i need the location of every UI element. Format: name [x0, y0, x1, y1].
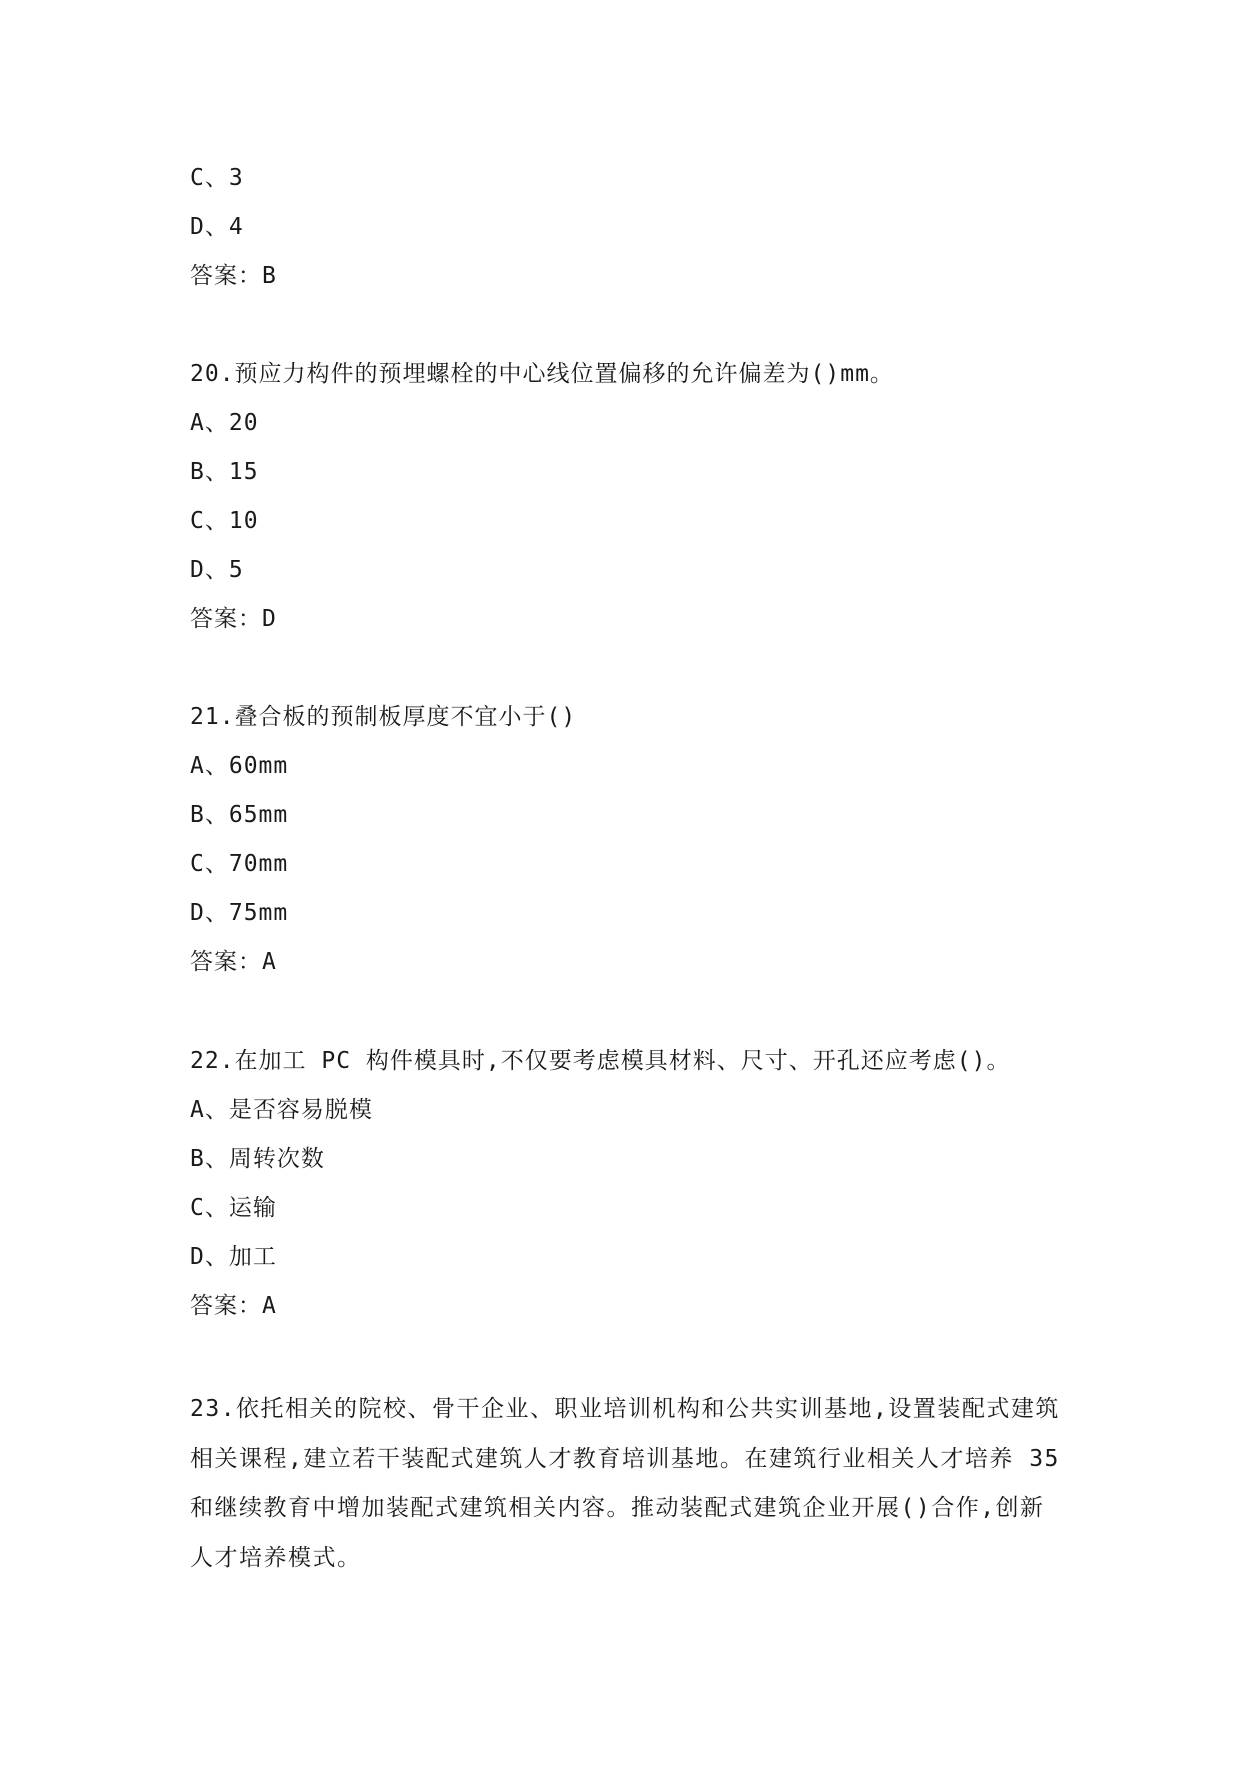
- q23-stem-line: 相关课程,建立若干装配式建筑人才教育培训基地。在建筑行业相关人才培养 35: [190, 1445, 1060, 1472]
- q22-stem: 22.在加工 PC 构件模具时,不仅要考虑模具材料、尺寸、开孔还应考虑()。: [190, 1048, 1011, 1074]
- q22-answer: 答案：A: [190, 1293, 277, 1319]
- q21-stem: 21.叠合板的预制板厚度不宜小于(): [190, 704, 577, 730]
- q20-answer: 答案：D: [190, 606, 277, 632]
- q20-stem: 20.预应力构件的预埋螺栓的中心线位置偏移的允许偏差为()mm。: [190, 361, 894, 387]
- q19-answer: 答案：B: [190, 263, 277, 289]
- q20-option-d: D、5: [190, 557, 244, 583]
- q19-option-c: C、3: [190, 165, 244, 191]
- q22-option-a: A、是否容易脱模: [190, 1097, 373, 1123]
- q22-option-b: B、周转次数: [190, 1146, 325, 1172]
- q21-option-c: C、70mm: [190, 851, 289, 877]
- q23-stem: [190, 1385, 1070, 1583]
- q22-option-d: D、加工: [190, 1244, 277, 1270]
- q23-stem-line: 23.依托相关的院校、骨干企业、职业培训机构和公共实训基地,设置装配式建筑: [190, 1396, 1060, 1422]
- q21-answer: 答案：A: [190, 949, 277, 975]
- q19-option-d: D、4: [190, 214, 244, 240]
- q20-option-a: A、20: [190, 410, 259, 436]
- q21-option-d: D、75mm: [190, 900, 289, 926]
- q20-option-b: B、15: [190, 459, 259, 485]
- q21-option-a: A、60mm: [190, 753, 289, 779]
- q22-option-c: C、运输: [190, 1195, 277, 1221]
- q23-stem-line: 人才培养模式。: [190, 1544, 362, 1571]
- q20-option-c: C、10: [190, 508, 259, 534]
- q23-stem-line: 和继续教育中增加装配式建筑相关内容。推动装配式建筑企业开展()合作,创新: [190, 1495, 1045, 1521]
- q21-option-b: B、65mm: [190, 802, 289, 828]
